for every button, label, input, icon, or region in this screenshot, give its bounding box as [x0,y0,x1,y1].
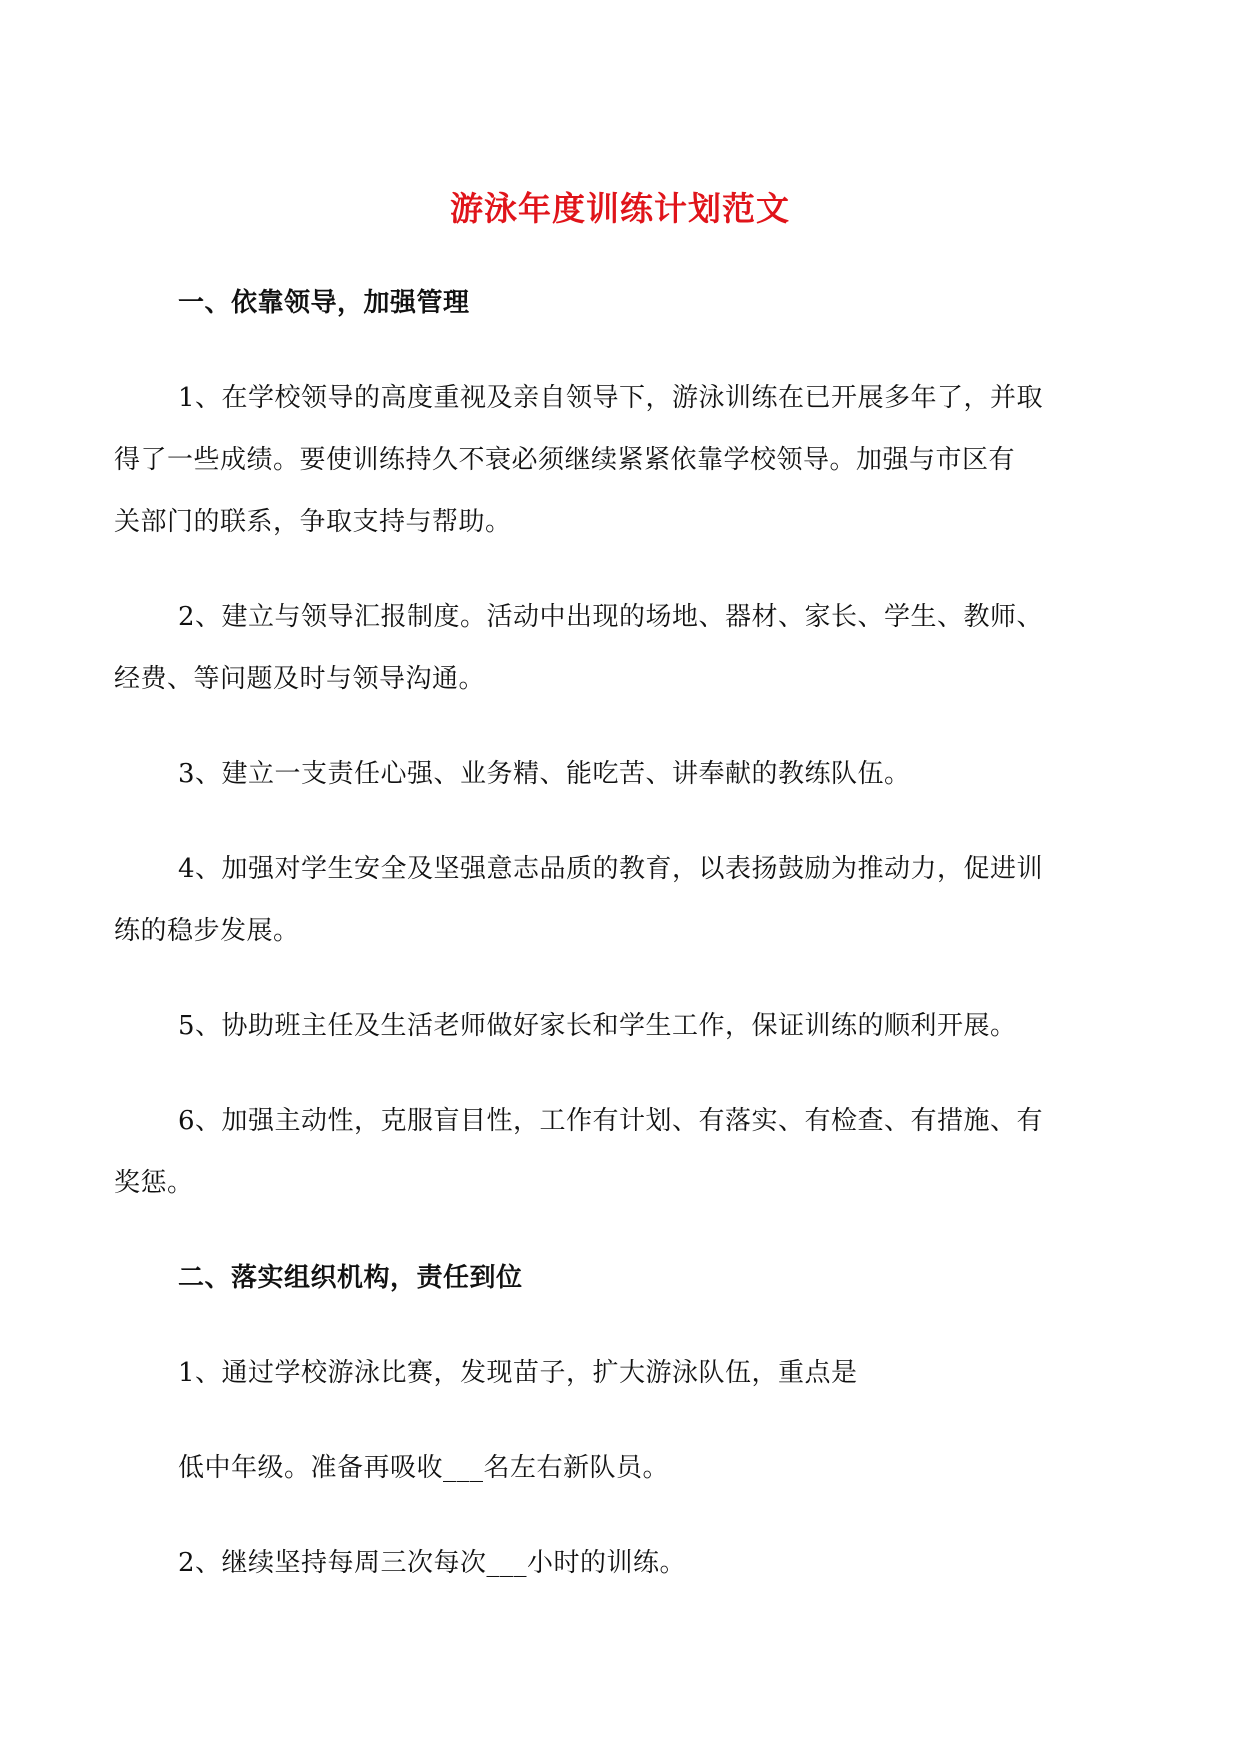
paragraph-line: 4、加强对学生安全及坚强意志品质的教育，以表扬鼓励为推动力，促进训 [178,854,1044,884]
paragraph-line: 2、建立与领导汇报制度。活动中出现的场地、器材、家长、学生、教师、 [178,602,1044,632]
paragraph-line: 奖惩。 [114,1168,194,1198]
document-title: 游泳年度训练计划范文 [450,189,790,228]
section-heading-1: 一、依靠领导，加强管理 [178,288,470,318]
section-heading-2: 二、落实组织机构，责任到位 [178,1263,523,1293]
paragraph-line: 2、继续坚持每周三次每次___小时的训练。 [178,1548,687,1578]
paragraph-line: 6、加强主动性，克服盲目性，工作有计划、有落实、有检查、有措施、有 [178,1106,1044,1136]
paragraph-line: 3、建立一支责任心强、业务精、能吃苦、讲奉献的教练队伍。 [178,759,911,789]
paragraph-line: 经费、等问题及时与领导沟通。 [114,664,486,694]
paragraph-line: 练的稳步发展。 [114,916,300,946]
paragraph-line: 低中年级。准备再吸收___名左右新队员。 [178,1453,670,1483]
paragraph-line: 5、协助班主任及生活老师做好家长和学生工作，保证训练的顺利开展。 [178,1011,1017,1041]
paragraph-line: 关部门的联系，争取支持与帮助。 [114,507,512,537]
paragraph-line: 得了一些成绩。要使训练持久不衰必须继续紧紧依靠学校领导。加强与市区有 [114,445,1016,475]
paragraph-line: 1、通过学校游泳比赛，发现苗子，扩大游泳队伍，重点是 [178,1358,858,1388]
paragraph-line: 1、在学校领导的高度重视及亲自领导下，游泳训练在已开展多年了，并取 [178,383,1044,413]
